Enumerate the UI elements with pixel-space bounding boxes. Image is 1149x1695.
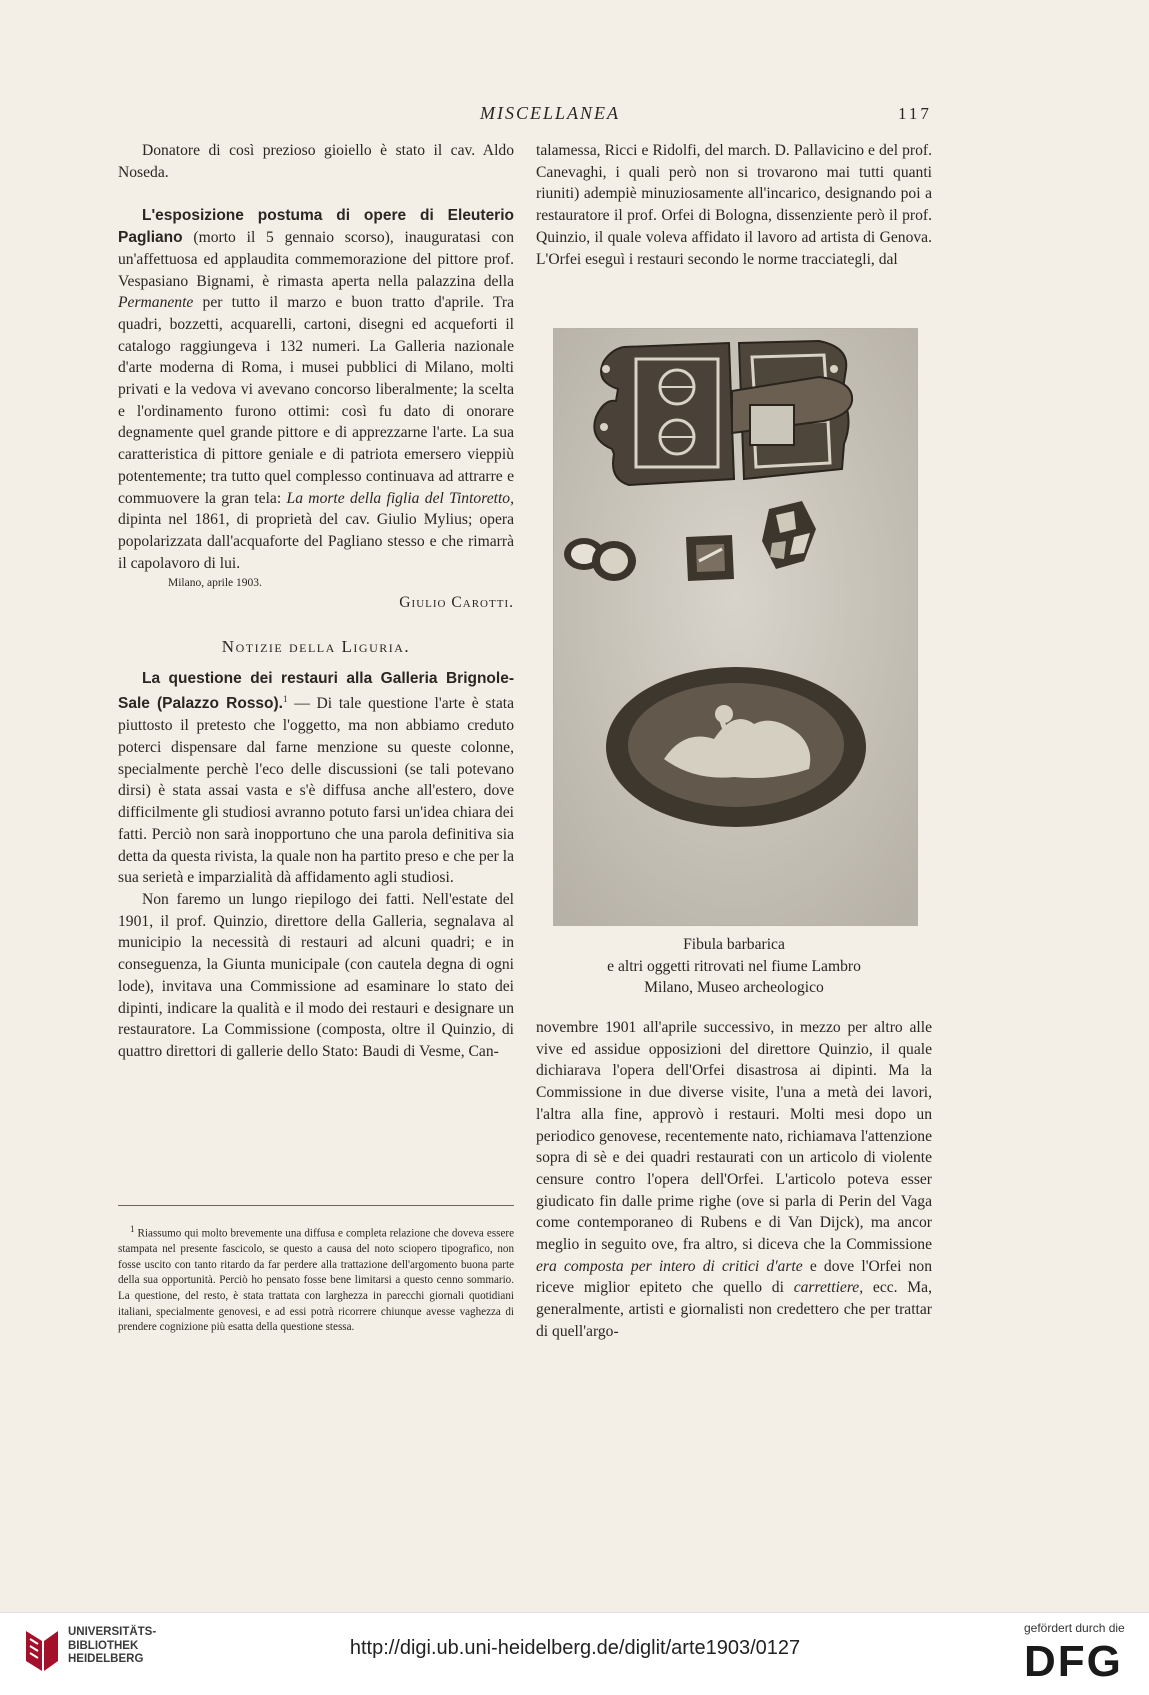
italic-quote-1: era composta per intero di critici d'arte bbox=[536, 1257, 803, 1275]
right-column-bottom bbox=[536, 1017, 932, 1343]
pagliano-lead: L'esposizione postuma di opere di Eleuterio Pagliano bbox=[118, 207, 514, 247]
section-heading: Notizie della Liguria. bbox=[221, 637, 411, 657]
footnote-ref: 1 bbox=[283, 694, 288, 705]
signature-date: Milano, aprile 1903. bbox=[168, 577, 262, 590]
footnote-rule bbox=[118, 1205, 514, 1206]
fibula-photo-illustration bbox=[554, 329, 917, 925]
photo-caption bbox=[536, 934, 932, 999]
paragraph-donor: Donatore di così prezioso gioiello è stato il cav. Aldo Noseda. bbox=[118, 142, 514, 181]
running-title: MISCELLANEA bbox=[479, 103, 620, 123]
intaglio-gem bbox=[606, 667, 866, 827]
page-number: 117 bbox=[898, 104, 932, 123]
university-library-logo bbox=[22, 1627, 62, 1673]
page-header bbox=[0, 100, 1149, 130]
paragraph-commissione: talamessa, Ricci e Ridolfi, del march. D. Pallavicino e del prof. Canevaghi, i quali però non si trovarono mai tutti quanti riuniti) adempiè minuziosamente all'incarico, designando poi a restauratore il prof. Orfei di Bologna, dissenziente però il prof. Quinzio, il quale voleva affidato il lavoro ad artista di Genova. L'Orfei eseguì i restauri secondo le norme tracciategli, dal bbox=[536, 142, 932, 268]
caption-line-1: Fibula barbarica bbox=[683, 936, 785, 953]
caption-line-2: e altri oggetti ritrovati nel fiume Lambro bbox=[607, 957, 861, 975]
restauri-lead: La questione dei restauri alla Galleria Brignole-Sale (Palazzo Rosso). bbox=[118, 669, 514, 713]
permalink-url[interactable]: http://digi.ub.uni-heidelberg.de/diglit/arte1903/0127 bbox=[349, 1637, 801, 1659]
italic-quote-2: carrettiere, bbox=[793, 1279, 864, 1297]
library-name: UNIVERSITÄTS- BIBLIOTHEK HEIDELBERG bbox=[68, 1626, 157, 1665]
dfg-logo: DFG bbox=[1024, 1637, 1123, 1686]
left-column bbox=[118, 140, 514, 1063]
permanente-italic: Permanente bbox=[118, 294, 194, 312]
paragraph-restauri: La questione dei restauri alla Galleria Brignole-Sale (Palazzo Rosso).$^1$ — Di tale questione l'arte è stata piuttosto il pretesto che l'oggetto, ma non abbiamo creduto poterci dispensare dal farne menzione su queste colonne, specialmente perchè l'eco delle discussioni (se tali potevano dirsi) è stata assai vasta e s'è diffusa anche all'estero, dove difficilmente gli studiosi avranno potuto farsi un'idea chiara dei fatti. Perciò non sarà inopportuno che una parola definitiva sia detta da questa rivista, la quale non ha partito preso e che per la sua serietà e imparzialità dà affidamento agli studiosi. bbox=[118, 669, 514, 887]
footnote bbox=[118, 1222, 514, 1336]
gem-square-center bbox=[686, 535, 734, 581]
right-column-top bbox=[536, 140, 932, 270]
paragraph-orfei: novembre 1901 all'aprile successivo, in mezzo per altro alle vive ed assidue opposizioni del direttore Quinzio, il quale dichiarava l'opera dell'Orfei disastrosa ai dipinti. Ma la Commissione in due diverse visite, l'una a metà dei lavori, l'altra alla fine, approvò i restauri. Molti mesi dopo un periodico genovese, recentemente nato, richiamava l'attenzione sopra di sè e dei quadri restaurati con un articolo di violente censure contro l'opera dell'Orfei. L'articolo poteva esser giudicato fin dalle prime righe (ove si parla di Perin del Vaga come contemporaneo di Rubens e di Van Dijck), ma ancor meglio in seguito ove, fra altro, si diceva che la Commissione era composta per intero di critici d'arte e dove l'Orfei non riceve miglior epiteto che quello di carrettiere, ecc. Ma, generalmente, artisti e giornalisti non credettero che per trattar di quell'argo- bbox=[536, 1019, 932, 1340]
painting-title: La morte della figlia del Tintoretto, bbox=[286, 489, 514, 507]
viewer-footer bbox=[0, 1612, 1149, 1695]
funding-note: gefördert durch die bbox=[1024, 1621, 1125, 1635]
photograph-fibula bbox=[553, 328, 918, 926]
caption-line-3: Milano, Museo archeologico bbox=[644, 979, 824, 997]
signature-name: Giulio Carotti. bbox=[399, 594, 514, 612]
footnote-number: 1 bbox=[130, 1224, 135, 1234]
buckle-left-plate bbox=[594, 343, 734, 485]
footnote-text: Riassumo qui molto brevemente una diffusa e completa relazione che doveva essere stampata nel presente fascicolo, se questo a causa del noto sciopero tipografico, non fosse uscito con tanto ritardo da far perdere alla trattazione dell'argomento buona parte della sua opportunità. Perciò ho pensato fosse bene limitarsi a questo cenno sommario. La questione, del resto, è stata trattata con larghezza in parecchi giornali quotidiani italiani, specialmente genovesi, e ad essi potrà ricorrere chiunque avesse vaghezza di prendere cognizione più esatta della questione stessa. bbox=[118, 1227, 514, 1334]
paragraph-riepilogo: Non faremo un lungo riepilogo dei fatti. Nell'estate del 1901, il prof. Quinzio, direttore della Galleria, segnalava al municipio la necessità di restauri ad alcuni quadri; e in conseguenza, la Giunta municipale (con cautela degna di ogni lode), invitava una Commissione ad esaminare lo stato dei dipinti, indicare la qualità e il modo dei restauri e designare un restauratore. La Commissione (composta, oltre il Quinzio, di quattro direttori di gallerie dello Stato: Baudi di Vesme, Can- bbox=[118, 890, 514, 1060]
paragraph-pagliano: L'esposizione postuma di opere di Eleuterio Pagliano (morto il 5 gennaio scorso), inauguratasi con un'affettuosa ed applaudita commemorazione del pittore prof. Vespasiano Bignami, è rimasta aperta nella palazzina della Permanente per tutto il marzo e buon tratto d'aprile. Tra quadri, bozzetti, acquarelli, cartoni, disegni ed acqueforti il catalogo raggiungeva i 132 numeri. La Galleria nazionale d'arte moderna di Roma, i musei pubblici di Milano, molti privati e la vedova vi avevano concorso liberalmente; la scelta e l'ordinamento furono ottimi: così fu dato di onorare degnamente quel grande pittore e di apprezzarne l'arte. La sua caratteristica di pittore geniale e di patriota emersero vieppiù potentemente; tra tutto quel complesso continuava ad attrarre e commuovere la gran tela: La morte della figlia del Tintoretto, dipinta nel 1861, di proprietà del cav. Giulio Mylius; opera popolarizzata dall'acquaforte del Pagliano stesso e che rimarrà il capolavoro di lui. bbox=[118, 207, 514, 572]
